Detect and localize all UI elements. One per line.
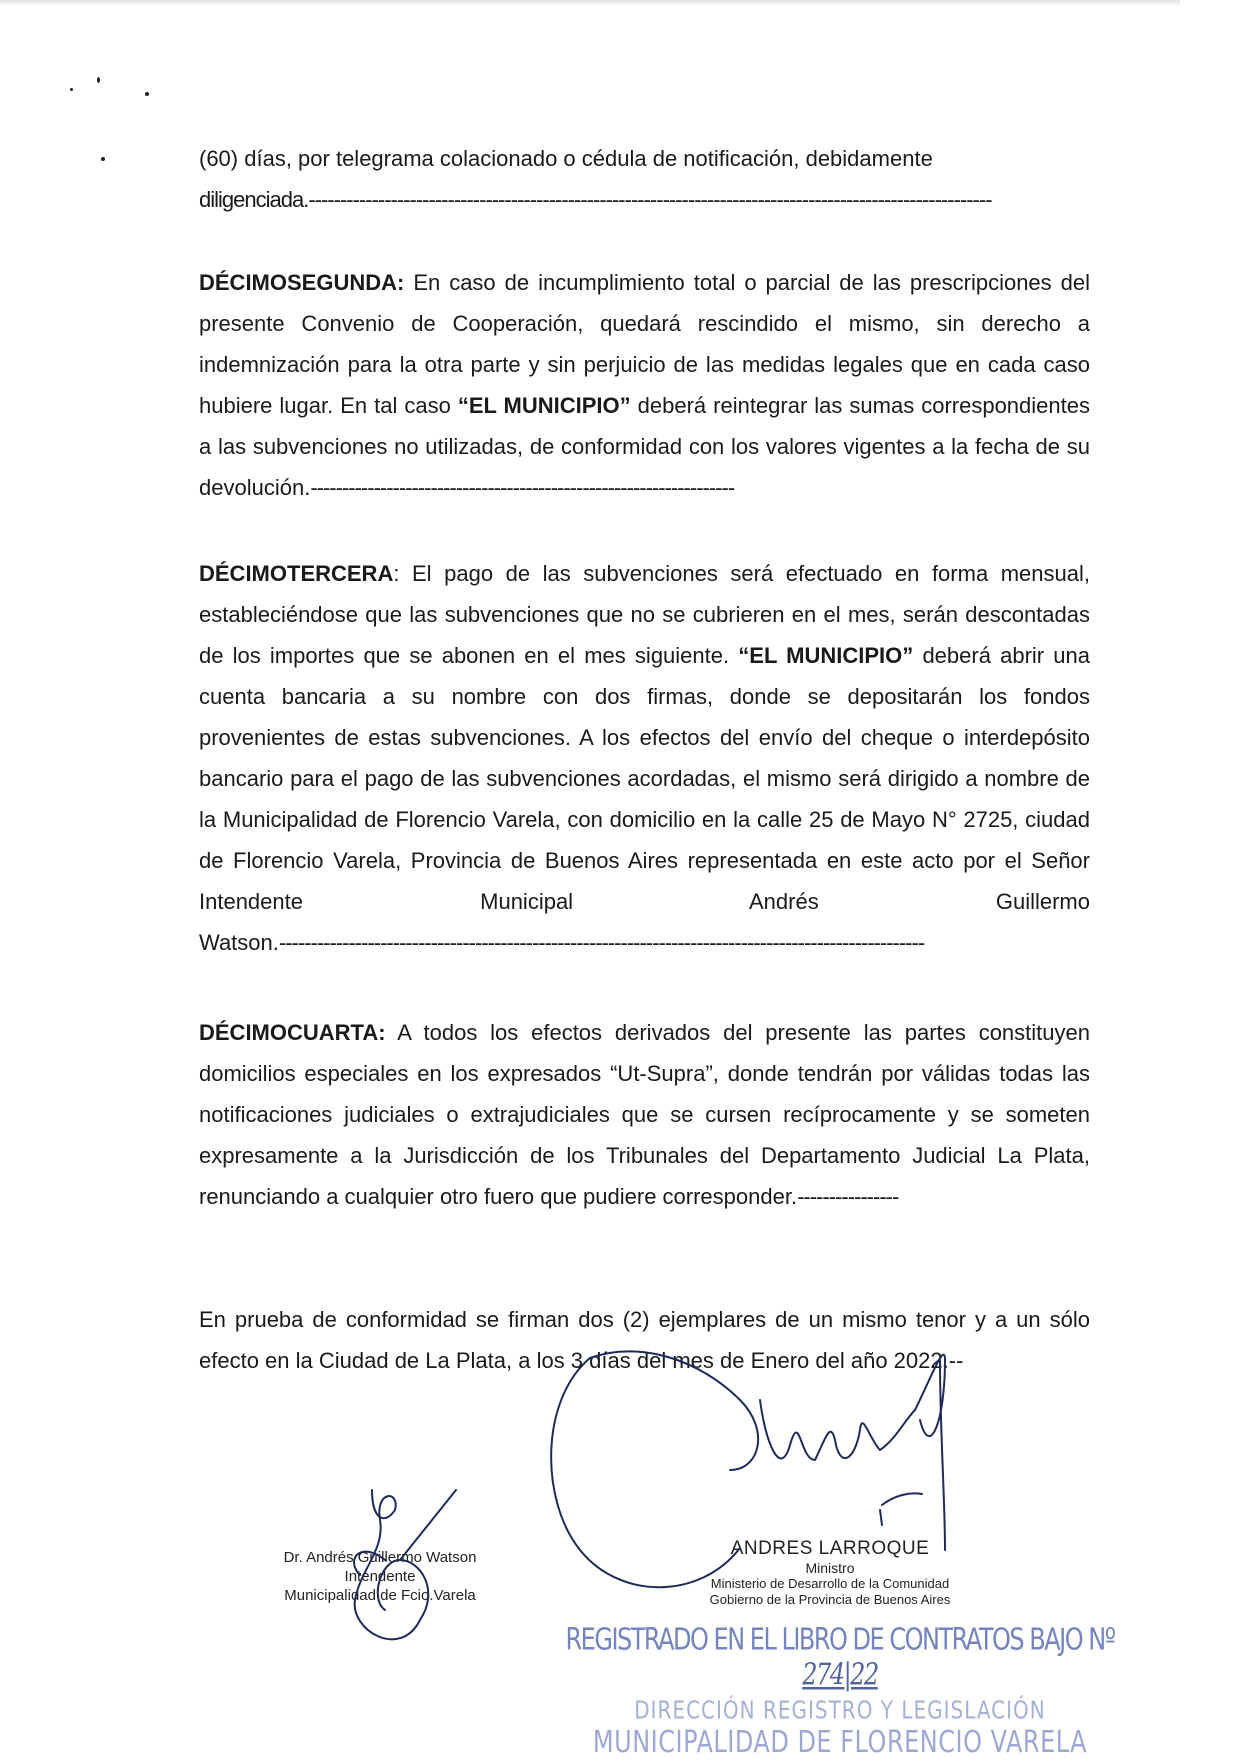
clause13-text2: deberá abrir una cuenta bancaria a su nombre con dos firmas, donde se depositarán los fondos provenientes de estas subvenciones. A los efectos del envío del cheque o interdepósito bancario para el pago de las subvenciones acordadas, el mismo será dirigido a nombre de la Municipalidad de Florencio Varela, con domicilio en la calle 25 de Mayo N° 2725, ciudad de Florencio Varela, Provincia de Buenos Aires representada en este acto por el Señor Intendente Municipal Andrés Guillermo Watson. bbox=[199, 643, 1090, 955]
signatory-left-name: Dr. Andrés Guillermo Watson bbox=[283, 1549, 477, 1566]
clause12-dashes: ------------------------------------------------------------------- bbox=[310, 475, 735, 500]
para0-last: diligenciada. bbox=[199, 187, 309, 212]
signatory-right-name: ANDRES LARROQUE bbox=[730, 1538, 930, 1559]
scan-speck bbox=[145, 92, 149, 96]
clause14-body bbox=[199, 1012, 1090, 1217]
para0-dashes: ------------------------------------------------------------------------------------------------------------ bbox=[308, 187, 992, 212]
stamp-number: 274|22 bbox=[802, 1657, 878, 1692]
clause13-body bbox=[199, 553, 1090, 963]
clause12-body bbox=[199, 262, 1090, 508]
scan-speck bbox=[97, 77, 100, 83]
stamp-line-2: DIRECCIÓN REGISTRO Y LEGISLACIÓN bbox=[634, 1694, 1046, 1725]
paragraph-continuation bbox=[199, 138, 1090, 220]
scan-speck bbox=[70, 88, 73, 91]
signatory-right-block bbox=[680, 1538, 980, 1608]
signatory-right-org1: Ministerio de Desarrollo de la Comunidad bbox=[710, 1576, 950, 1591]
para0-last-line bbox=[199, 179, 1090, 220]
clause14-text1: A todos los efectos derivados del presente las partes constituyen domicilios especiales en los expresados “Ut-Supra”, donde tendrán por válidas todas las notificaciones judiciales o extrajudiciales que se cursen recíprocamente y se someten expresamente a la Jurisdicción de los Tribunales del Departamento Judicial La Plata, renunciando a cualquier otro fuero que pudiere corresponder. bbox=[199, 1020, 1090, 1209]
scan-edge bbox=[0, 0, 1180, 6]
clause12-title: DÉCIMOSEGUNDA: bbox=[199, 270, 405, 295]
clause12-text1: En caso de incumplimiento total o parcial de las prescripciones del presente Convenio de Cooperación, quedará rescindido el mismo, sin derecho a indemnización para la otra parte y sin perjuicio de las medidas legales que en cada caso hubiere lugar. En tal caso bbox=[199, 270, 1090, 418]
clause12-text2: deberá reintegrar las sumas correspondientes a las subvenciones no utilizadas, de conformidad con los valores vigentes a la fecha de su devolución. bbox=[199, 393, 1090, 500]
clause13-em: “EL MUNICIPIO” bbox=[738, 643, 914, 668]
closing-text: En prueba de conformidad se firman dos (2) ejemplares de un mismo tenor y a un sólo efecto en la Ciudad de La Plata, a los 3 días del mes de Enero del año 2022.-- bbox=[199, 1307, 1090, 1373]
clause14-title: DÉCIMOCUARTA: bbox=[199, 1020, 386, 1045]
para0-line: (60) días, por telegrama colacionado o cédula de notificación, debidamente bbox=[199, 146, 933, 171]
clause-decimocuarta bbox=[199, 1012, 1090, 1217]
scan-speck bbox=[101, 157, 105, 161]
clause13-title: DÉCIMOTERCERA bbox=[199, 561, 394, 586]
stamp-line1-text: REGISTRADO EN EL LIBRO DE CONTRATOS BAJO Nº bbox=[565, 1622, 1115, 1657]
closing-paragraph bbox=[199, 1299, 1090, 1381]
stamp-line-1 bbox=[560, 1622, 1120, 1692]
clause13-text1: : El pago de las subvenciones será efectuado en forma mensual, estableciéndose que las subvenciones que no se cubrieren en el mes, serán descontadas de los importes que se abonen en el mes siguiente. bbox=[199, 561, 1090, 668]
clause14-dashes: ---------------- bbox=[797, 1184, 899, 1209]
signatory-right-role: Ministro bbox=[805, 1560, 855, 1576]
clause-decimosegunda bbox=[199, 262, 1090, 508]
clause12-em: “EL MUNICIPIO” bbox=[457, 393, 631, 418]
signatory-left-role: Intendente bbox=[344, 1568, 416, 1585]
stamp-line-3: MUNICIPALIDAD DE FLORENCIO VARELA bbox=[592, 1724, 1088, 1760]
clause-decimotercera bbox=[199, 553, 1090, 963]
signatory-left-block bbox=[260, 1548, 500, 1605]
signatory-left-org: Municipalidad de Fcio.Varela bbox=[284, 1587, 476, 1604]
signatory-right-org2: Gobierno de la Provincia de Buenos Aires bbox=[709, 1592, 951, 1607]
registry-stamp bbox=[560, 1622, 1120, 1760]
clause13-dashes: ------------------------------------------------------------------------------------------------------ bbox=[278, 930, 925, 955]
